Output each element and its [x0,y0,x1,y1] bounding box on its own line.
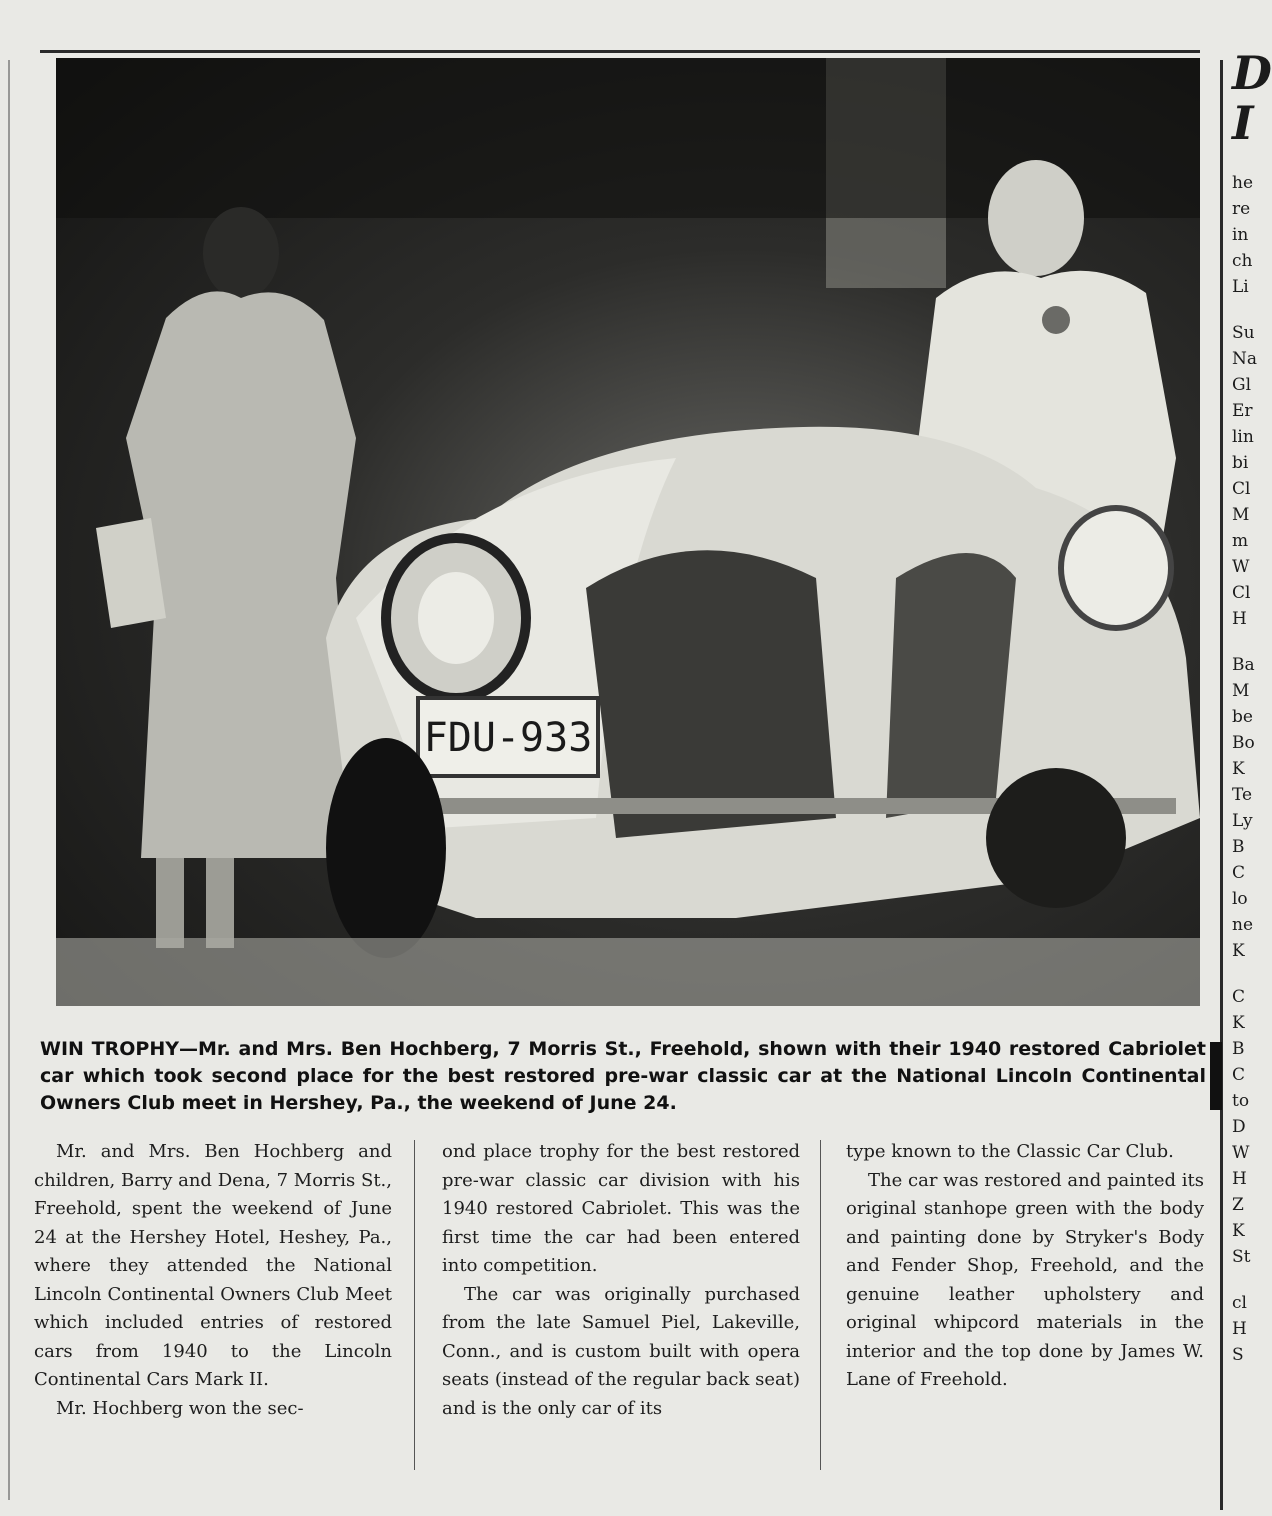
page-left-edge [8,60,10,1500]
adjacent-text-line: re [1232,199,1251,219]
adjacent-text-line: K [1232,1221,1245,1241]
adjacent-text-line: C [1232,987,1246,1007]
caption-text: —Mr. and Mrs. Ben Hochberg, 7 Morris St., Freehold, shown with their 1940 restored Cabriolet car which took second place for the best restored pre-war classic car at the National Lincoln Continental Owners Club meet in Hershey, Pa., the weekend of June 24. [40,1038,1206,1114]
adjacent-article-fragment [1232,40,1272,1368]
adjacent-text-line: B [1232,837,1245,857]
article-column-1 [34,1138,392,1423]
adjacent-text-line: B [1232,1039,1245,1059]
adjacent-text-line: to [1232,1091,1250,1111]
adjacent-text-line: he [1232,173,1254,193]
adjacent-text-line: cl [1232,1293,1247,1313]
adjacent-text-line: M [1232,505,1250,525]
article-paragraph: The car was restored and painted its original stanhope green with the body and painting done by Stryker's Body and Fender Shop, Freehold, and the genuine leather upholstery and original whipcord materials in the interior and the top done by James W. Lane of Freehold. [846,1169,1204,1390]
column-rule [820,1140,821,1470]
caption-bracket [1210,1042,1222,1110]
adjacent-text-line: Na [1232,349,1258,369]
adjacent-text-line: H [1232,1169,1247,1189]
column-divider-right [1220,60,1223,1510]
adjacent-text-line: St [1232,1247,1251,1267]
photo-car [326,427,1200,958]
photo-caption [40,1036,1206,1117]
adjacent-text-line: m [1232,531,1249,551]
adjacent-text-line: C [1232,863,1246,883]
adjacent-text-line: D [1232,1117,1246,1137]
adjacent-text-line: Bo [1232,733,1255,753]
adjacent-headline [1232,46,1272,150]
news-photo-car [56,58,1200,1006]
adjacent-text-line: Ba [1232,655,1255,675]
adjacent-text-line: be [1232,707,1253,727]
adjacent-text-line: ch [1232,251,1253,271]
article-paragraph: ond place trophy for the best restored pre-war classic car division with his 1940 restored Cabriolet. This was the first time the car had been entered into competition. [442,1141,800,1276]
adjacent-text-line: Z [1232,1195,1244,1215]
paragraph-gap [1232,1270,1262,1290]
adjacent-text-line: bi [1232,453,1249,473]
paragraph-gap [1232,632,1262,652]
article-paragraph: type known to the Classic Car Club. [846,1141,1174,1162]
headline-fragment: I [1232,96,1254,150]
photo-illustration [56,58,1200,1006]
adjacent-text-line: W [1232,1143,1250,1163]
adjacent-text-line: ne [1232,915,1254,935]
adjacent-text-line: Su [1232,323,1255,343]
column-rule [414,1140,415,1470]
top-rule [40,50,1200,53]
adjacent-text-line: Cl [1232,479,1251,499]
paragraph-gap [1232,964,1262,984]
article-column-2 [442,1138,800,1423]
adjacent-text-line: K [1232,759,1245,779]
article-paragraph: Mr. and Mrs. Ben Hochberg and children, Barry and Dena, 7 Morris St., Freehold, spent the weekend of June 24 at the Hershey Hotel, Heshey, Pa., where they attended the National Lincoln Continental Owners Club Meet which included entries of restored cars from 1940 to the Lincoln Continental Cars Mark II. [34,1141,392,1390]
paragraph-gap [1232,300,1262,320]
adjacent-text-line: S [1232,1345,1244,1365]
license-plate: FDU-933 [423,715,593,761]
adjacent-text-lines [1232,170,1262,1368]
caption-lead: WIN TROPHY [40,1038,179,1060]
adjacent-text-line: K [1232,941,1245,961]
adjacent-text-line: Te [1232,785,1253,805]
article-paragraph: The car was originally purchased from the late Samuel Piel, Lakeville, Conn., and is custom built with opera seats (instead of the regular back seat) and is the only car of its [442,1283,800,1419]
photo-woman [96,207,356,948]
adjacent-text-line: Gl [1232,375,1252,395]
adjacent-text-line: lo [1232,889,1248,909]
headline-fragment: D [1232,46,1272,100]
adjacent-text-line: Er [1232,401,1253,421]
adjacent-text-line: lin [1232,427,1254,447]
next-article-top-edge [30,1498,1210,1516]
adjacent-text-line: in [1232,225,1249,245]
adjacent-text-line: K [1232,1013,1245,1033]
adjacent-text-line: M [1232,681,1250,701]
adjacent-text-line: H [1232,609,1247,629]
adjacent-text-line: Li [1232,277,1249,297]
adjacent-text-line: C [1232,1065,1246,1085]
adjacent-text-line: Cl [1232,583,1251,603]
article-column-3 [846,1138,1204,1395]
adjacent-text-line: W [1232,557,1250,577]
adjacent-text-line: H [1232,1319,1247,1339]
article-paragraph: Mr. Hochberg won the sec- [56,1397,304,1419]
adjacent-text-line: Ly [1232,811,1253,831]
